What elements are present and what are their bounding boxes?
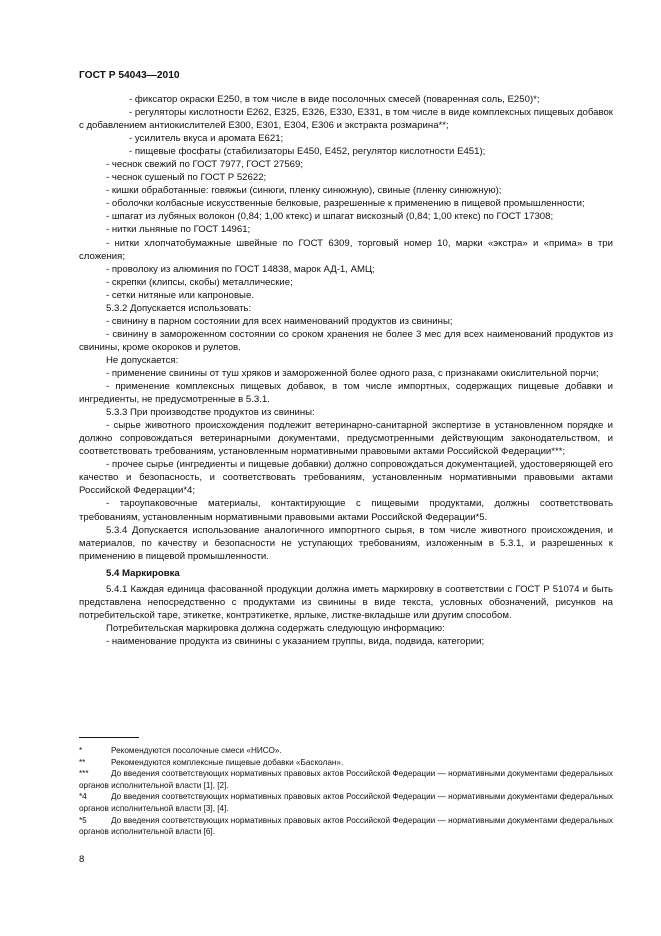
- list-item: - прочее сырье (ингредиенты и пищевые добавки) должно сопровождаться документацией, удостоверяющей его качество и безопасность, и соответствовать требованиям, установленным нормативными правовыми актами Российской Федерации*4;: [79, 459, 613, 497]
- list-item: - пищевые фосфаты (стабилизаторы Е450, Е452, регулятор кислотности Е451);: [129, 146, 486, 158]
- footnote-text: До введения соответствующих нормативных правовых актов Российской Федерации — нормативными документами федеральных органов исполнительной власти [3], [4].: [79, 792, 613, 813]
- list-item: - свинину в замороженном состоянии со сроком хранения не более 3 мес для всех наименований продуктов из свинины, кроме окороков и рулетов.: [79, 328, 613, 353]
- footnote: [79, 768, 613, 791]
- footnote: [79, 745, 613, 757]
- footnote-text: До введения соответствующих нормативных правовых актов Российской Федерации — нормативными документами федеральных органов исполнительной власти [1], [2].: [79, 769, 613, 790]
- footnote-text: Рекомендуются комплексные пищевые добавки «Басколан».: [111, 757, 344, 767]
- list-item: - нитки льняные по ГОСТ 14961;: [106, 224, 251, 236]
- list-item: - чеснок сушеный по ГОСТ Р 52622;: [106, 172, 267, 184]
- list-item: - регуляторы кислотности Е262, Е325, Е326, Е330, Е331, в том числе в виде комплексных пищевых добавок с добавлением антиокислителей Е300, Е301, Е304, Е306 и экстракта розмарина**;: [79, 107, 613, 132]
- list-item: - наименование продукта из свинины с указанием группы, вида, подвида, категории;: [106, 635, 485, 647]
- list-item: - кишки обработанные: говяжьи (синюги, пленку синюжную), свиные (пленку синюжную);: [106, 185, 502, 197]
- list-item: - тароупаковочные материалы, контактирующие с пищевыми продуктами, должны соответствовать требованиям, установленным нормативными правовыми актами Российской Федерации*5.: [79, 498, 613, 523]
- page-number: 8: [79, 854, 85, 865]
- list-item: - свинину в парном состоянии для всех наименований продуктов из свинины;: [106, 315, 453, 327]
- footnote-text: Рекомендуются посолочные смеси «НИСО».: [111, 746, 282, 755]
- list-item: - нитки хлопчатобумажные швейные по ГОСТ 6309, торговый номер 10, марки «экстра» и «прима» в три сложения;: [79, 237, 613, 262]
- list-item: - шпагат из лубяных волокон (0,84; 1,00 ктекс) и шпагат вискозный (0,84; 1,00 ктекс) по ГОСТ 17308;: [106, 211, 554, 223]
- footnote-mark: *5: [79, 815, 87, 825]
- list-item: - скрепки (клипсы, скобы) металлические;: [106, 276, 293, 288]
- footnote-divider: [79, 737, 139, 738]
- list-item: - усилитель вкуса и аромата Е621;: [129, 133, 284, 145]
- footnote-mark: *: [79, 746, 83, 755]
- paragraph: Потребительская маркировка должна содержать следующую информацию:: [106, 622, 445, 634]
- footnote: [79, 815, 613, 838]
- list-item: - сетки нитяные или капроновые.: [106, 289, 254, 301]
- footnote-mark: ***: [79, 769, 89, 779]
- paragraph: Не допускается:: [106, 354, 179, 366]
- footnote: [79, 791, 613, 814]
- footnote-text: До введения соответствующих нормативных правовых актов Российской Федерации — нормативными документами федеральных органов исполнительной власти [6].: [79, 815, 613, 837]
- clause-5-3-3: 5.3.3 При производстве продуктов из свинины:: [106, 407, 315, 419]
- main-text: [79, 93, 613, 648]
- section-heading: 5.4 Маркировка: [106, 567, 180, 579]
- clause-5-3-2: 5.3.2 Допускается использовать:: [106, 302, 252, 314]
- list-item: - проволоку из алюминия по ГОСТ 14838, марок АД-1, АМЦ;: [106, 263, 375, 275]
- footnote: [79, 757, 613, 769]
- document-header: ГОСТ Р 54043—2010: [79, 70, 180, 81]
- footnotes: [79, 745, 613, 838]
- clause-5-3-4: 5.3.4 Допускается использование аналогичного импортного сырья, в том числе животного происхождения, и материалов, по качеству и безопасности не уступающих требованиям, изложенным в 5.3.1, и разрешенных к применению в пищевой промышленности.: [79, 524, 613, 562]
- list-item: - чеснок свежий по ГОСТ 7977, ГОСТ 27569;: [106, 159, 304, 171]
- list-item: - применение комплексных пищевых добавок, в том числе импортных, содержащих пищевые добавки и ингредиенты, не предусмотренные в 5.3.1.: [79, 381, 613, 406]
- list-item: - оболочки колбасные искусственные белковые, разрешенные к применению в пищевой промышленности;: [106, 198, 585, 210]
- footnote-mark: **: [79, 757, 86, 767]
- list-item: - фиксатор окраски Е250, в том числе в виде посолочных смесей (поваренная соль, Е250)*;: [129, 94, 540, 105]
- list-item: - применение свинины от туш хряков и замороженной более одного раза, с признаками окислительной порчи;: [106, 367, 599, 379]
- footnote-mark: *4: [79, 792, 87, 802]
- clause-5-4-1: 5.4.1 Каждая единица фасованной продукции должна иметь маркировку в соответствии с ГОСТ Р 51074 и быть представлена непосредственно с продуктами из свинины в виде текста, условных обозначений, рисунков на потребительской таре, этикетке, контрэтикетке, ярлыке, листке-вкладыше или другим способом.: [79, 583, 613, 621]
- list-item: - сырье животного происхождения подлежит ветеринарно-санитарной экспертизе в установленном порядке и должно сопровождаться ветеринарными документами, предусмотренными действующим законодательством, и соответствовать требованиям, установленным нормативными правовыми актами Российской Федерации***;: [79, 420, 613, 458]
